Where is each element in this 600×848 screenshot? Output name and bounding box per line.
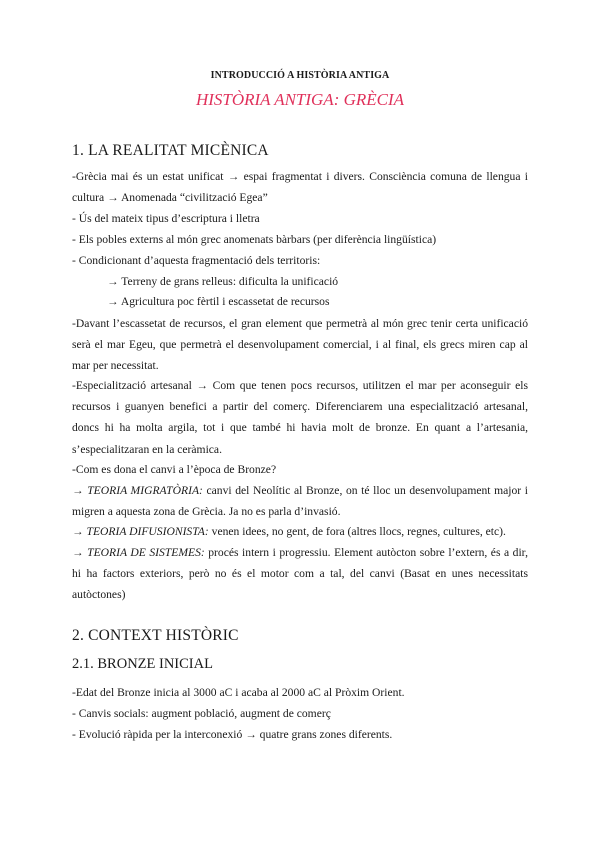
paragraph: -Davant l’escassetat de recursos, el gran element que permetrà al món grec tenir certa unificació serà el mar Egeu, que permetrà el desenvolupament comercial, i al final, els grecs miren cap al mar per necessitat. [72,317,528,373]
section-2-1-heading: 2.1. BRONZE INICIAL [72,656,213,672]
arrow: → [72,484,88,497]
paragraph: -Especialització artesanal → Com que tenen pocs recursos, utilitzen el mar per aconseguir els recursos i guanyen benefici a partir del comerç. Diferenciarem una especialització artesanal, doncs hi ha molta argila, tot i que també hi havia molt de bronze. En quant a l’artesania, s’especialitzaran en la ceràmica. [72,379,528,456]
paragraph: -Com es dona el canvi a l’època de Bronze? [72,463,277,476]
arrow: → [72,525,87,538]
theory-migratoria [72,480,528,522]
sub-item: → Terreny de grans relleus: dificulta la unificació [107,275,339,288]
paragraph: - Canvis socials: augment població, augment de comerç [72,707,331,720]
theory-label: TEORIA DE SISTEMES: [87,546,205,559]
theory-difusionista [72,521,528,542]
theory-label: TEORIA DIFUSIONISTA: [86,525,209,538]
arrow: → [72,546,88,559]
course-header: INTRODUCCIÓ A HISTÒRIA ANTIGA [210,70,390,81]
paragraph: -Edat del Bronze inicia al 3000 aC i acaba al 2000 aC al Pròxim Orient. [72,686,405,699]
sub-item: → Agricultura poc fèrtil i escassetat de recursos [107,295,330,308]
section-1-heading: 1. LA REALITAT MICÈNICA [72,142,269,159]
theory-text: venen idees, no gent, de fora (altres llocs, regnes, cultures, etc). [208,525,506,538]
paragraph: - Evolució ràpida per la interconexió → quatre grans zones diferents. [72,728,393,741]
theory-text: canvi del Neolític al Bronze, on té lloc un desenvolupament major i migren a aquesta zona de Grècia. Ja no es parla d’invasió. [72,484,528,519]
paragraph: - Condicionant d’aquesta fragmentació dels territoris: [72,254,321,267]
paragraph: -Grècia mai és un estat unificat → espai fragmentat i divers. Consciència comuna de llengua i cultura → Anomenada “civilització Egea” [72,170,528,205]
page-title: HISTÒRIA ANTIGA: GRÈCIA [195,90,405,109]
theory-sistemes [72,542,528,606]
theory-label: TEORIA MIGRATÒRIA: [87,484,203,497]
paragraph: - Els pobles externs al món grec anomenats bàrbars (per diferència lingüística) [72,233,437,246]
section-2-heading: 2. CONTEXT HISTÒRIC [72,627,239,644]
theory-text: procés intern i progressiu. Element autòcton sobre l’extern, és a dir, hi ha factors exteriors, però no és el motor com a tal, del canvi (Basat en unes necessitats autòctones) [72,546,528,602]
paragraph: - Ús del mateix tipus d’escriptura i lletra [72,212,260,225]
